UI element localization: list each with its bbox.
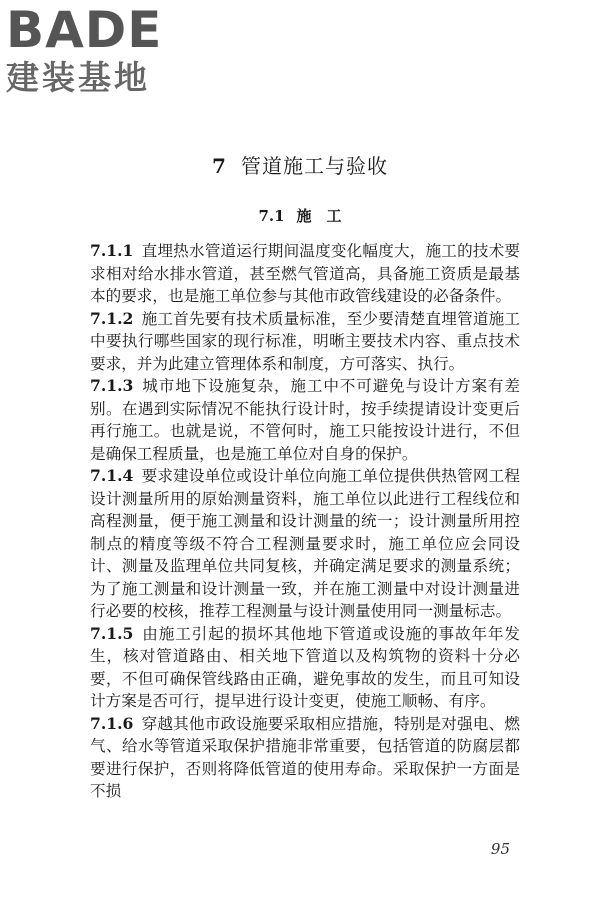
bade-logo [6,1,176,98]
logo-subtitle: 建装基地 [6,58,150,97]
paragraph-text: 城市地下设施复杂，施工中不可避免与设计方案有差别。在遇到实际情况不能执行设计时，按手续提请设计变更后再行施工。也就是说，不管何时，施工只能按设计进行，不但是确保工程质量，也是施工单位对自身的保护。 [90,377,520,463]
paragraph-text: 要求建设单位或设计单位向施工单位提供供热管网工程设计测量所用的原始测量资料，施工单位以此进行工程线位和高程测量，便于施工测量和设计测量的统一；设计测量所用控制点的精度等级不符合工程测量要求时，施工单位应会同设计、测量及监理单位共同复核，并确定满足要求的测量系统；为了施工测量和设计测量一致，并在施工测量中对设计测量进行必要的校核，推荐工程测量与设计测量使用同一测量标志。 [90,467,520,620]
chapter-title-text: 管道施工与验收 [240,154,388,178]
section-title-text: 施 工 [296,207,342,225]
paragraph-number: 7.1.2 [90,308,134,328]
paragraph-text: 施工首先要有技术质量标准，至少要清楚直埋管道施工中要执行哪些国家的现行标准，明晰主要技术内容、重点技术要求，并为此建立管理体系和制度，方可落实、执行。 [90,309,520,373]
page-number: 95 [490,840,510,858]
paragraph-number: 7.1.6 [90,713,134,733]
body-text [90,240,520,803]
section-title [0,205,600,226]
section-number: 7.1 [258,207,285,225]
paragraph-7-1-2 [90,308,520,376]
paragraph-7-1-4 [90,465,520,623]
paragraph-text: 直埋热水管道运行期间温度变化幅度大，施工的技术要求相对给水排水管道，甚至燃气管道高，具备施工资质是最基本的要求，也是施工单位参与其他市政管线建设的必备条件。 [90,242,520,305]
paragraph-7-1-1 [90,240,520,308]
paragraph-number: 7.1.3 [90,376,134,395]
paragraph-number: 7.1.5 [90,623,134,643]
paragraph-number: 7.1.1 [90,241,134,260]
chapter-number: 7 [212,154,227,178]
paragraph-7-1-3 [90,375,520,465]
logo-wordmark: BADE [6,1,163,59]
paragraph-number: 7.1.4 [90,466,134,485]
paragraph-7-1-6 [90,713,520,803]
paragraph-text: 由施工引起的损坏其他地下管道或设施的事故年年发生，核对管道路由、相关地下管道以及构筑物的资料十分必要，不但可确保管线路由正确，避免事故的发生，而且可知设计方案是否可行，提早进行设计变更，使施工顺畅、有序。 [90,624,520,710]
chapter-title [0,150,600,179]
paragraph-7-1-5 [90,623,520,713]
paragraph-text: 穿越其他市政设施要采取相应措施，特别是对强电、燃气、给水等管道采取保护措施非常重要，包括管道的防腐层都要进行保护，否则将降低管道的使用寿命。采取保护一方面是不损 [90,714,520,800]
